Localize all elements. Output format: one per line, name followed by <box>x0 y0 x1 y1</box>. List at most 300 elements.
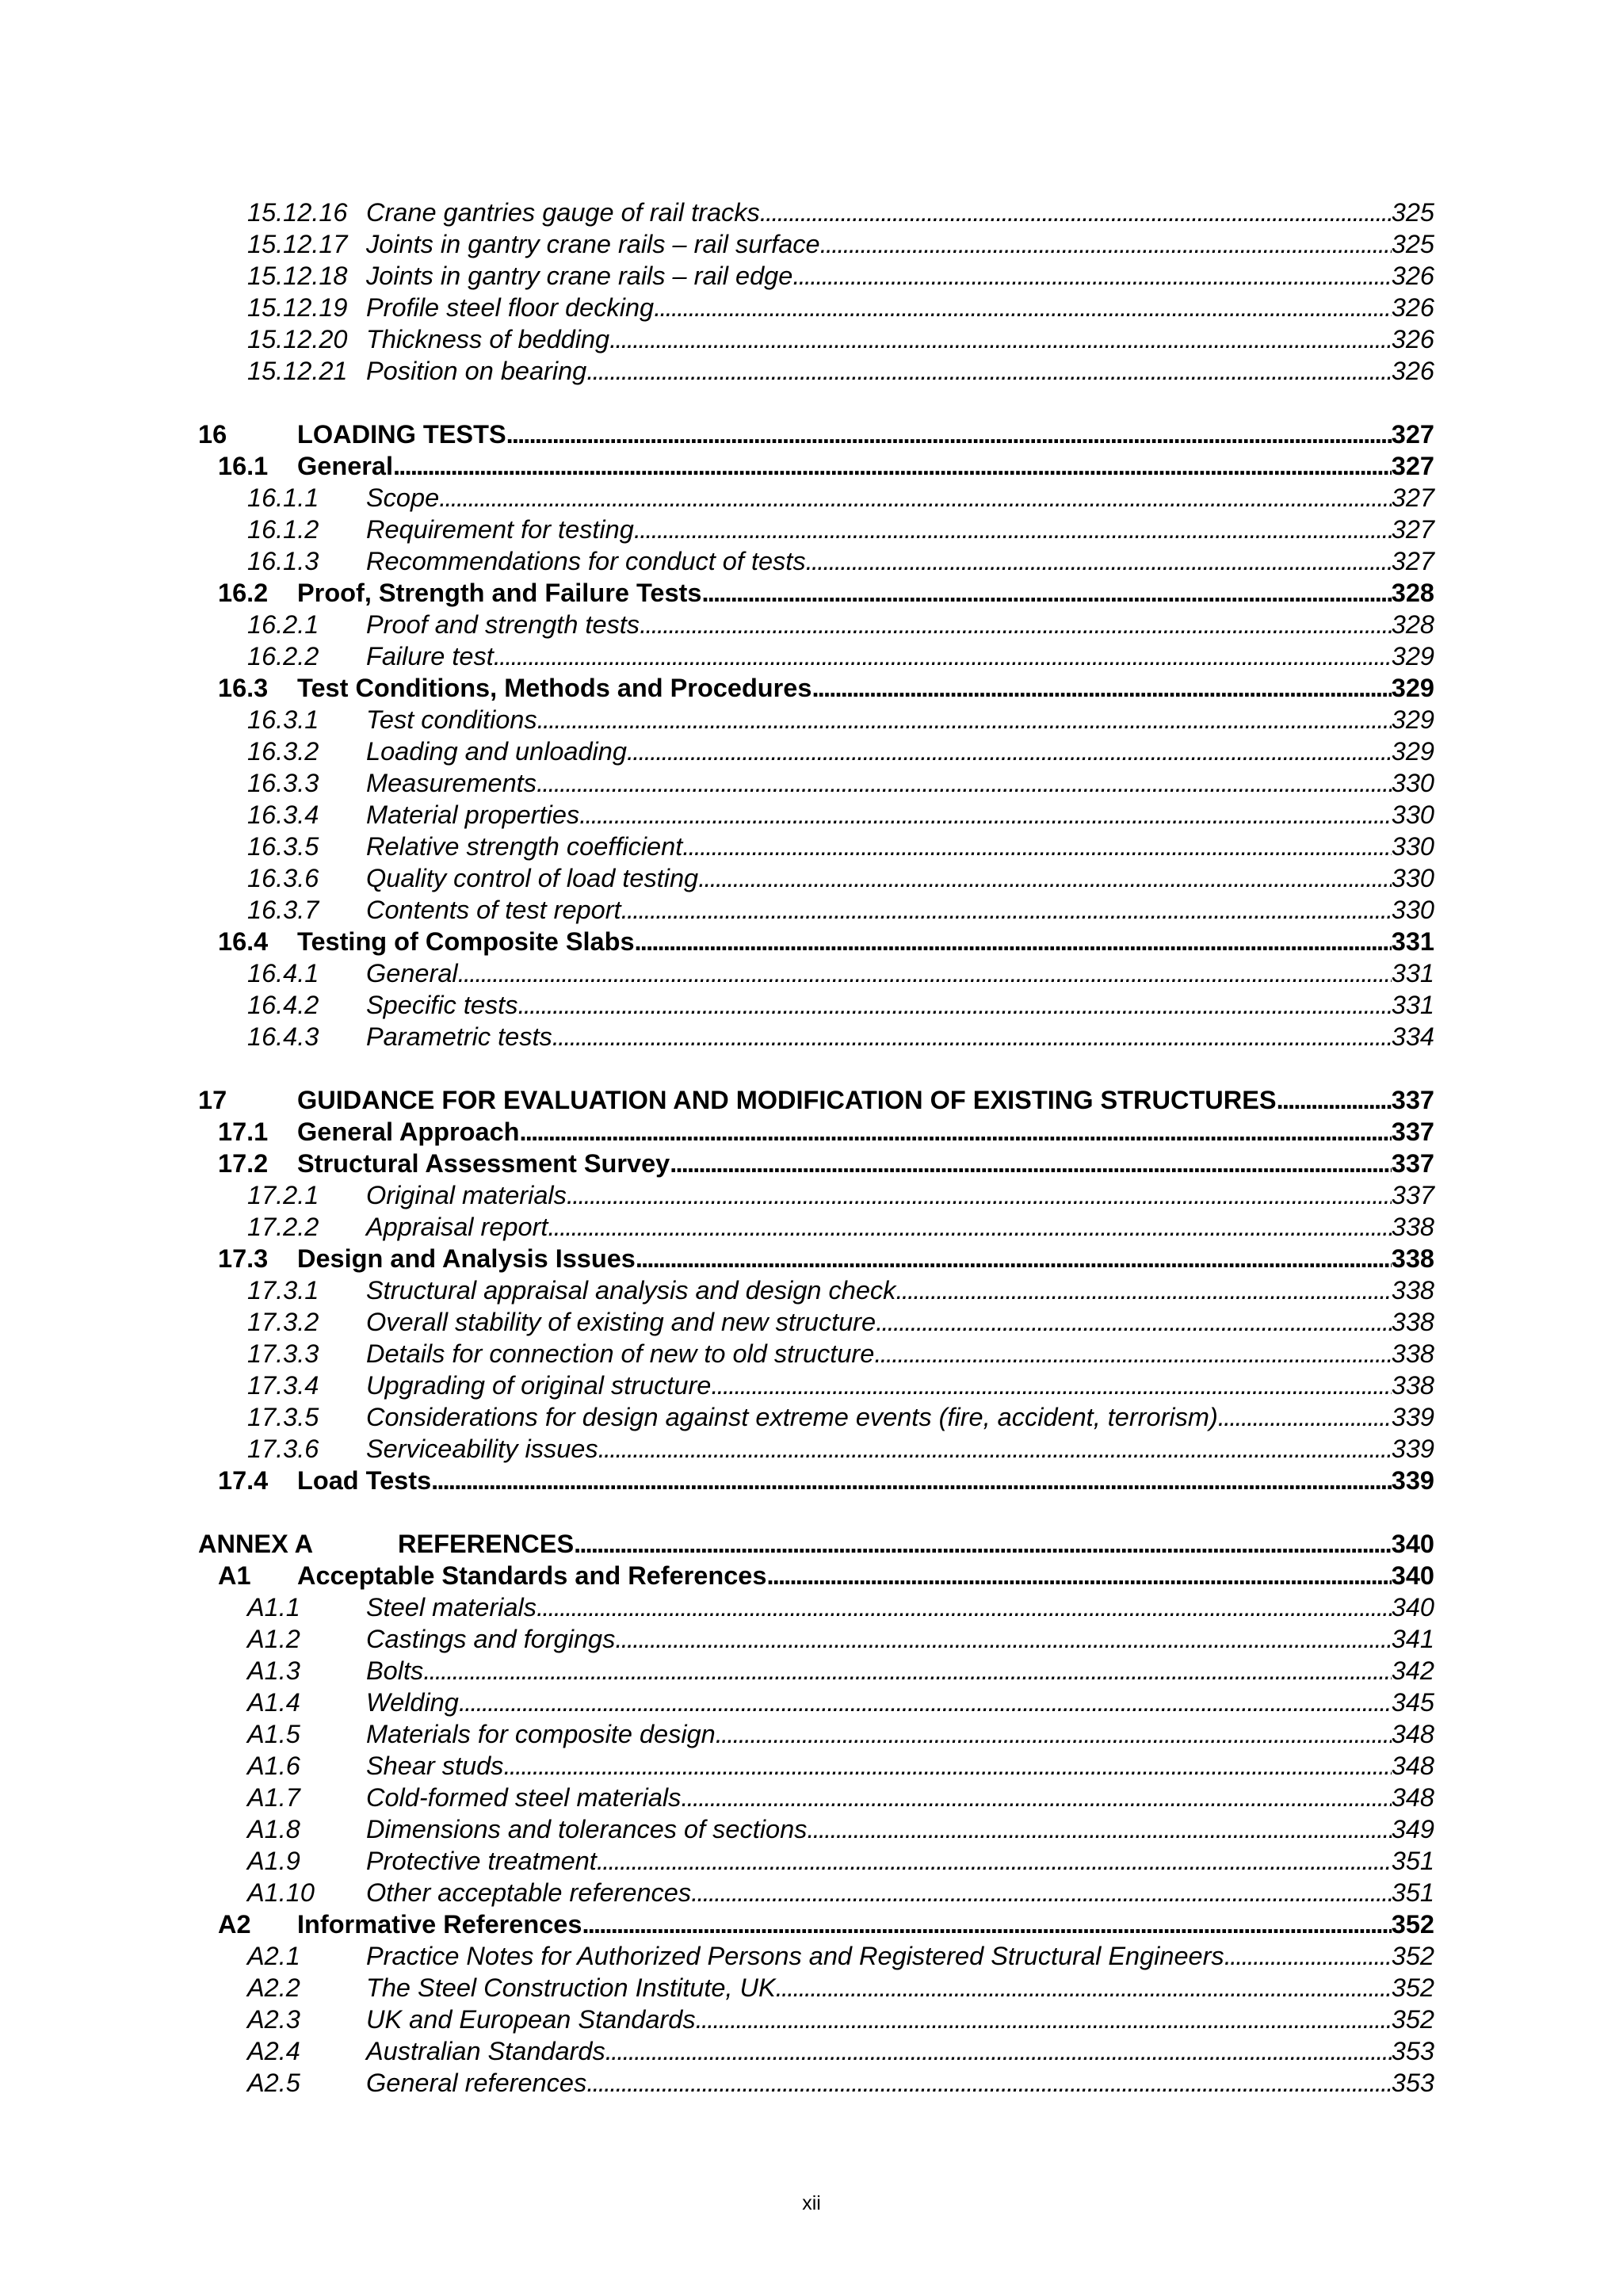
toc-entry-line <box>366 1655 1434 1687</box>
toc-subsection-entry[interactable] <box>0 2067 1623 2099</box>
toc-entry-page-number: 349 <box>1391 1815 1434 1843</box>
toc-entry-number: 17.4 <box>218 1466 269 1495</box>
toc-entry-title: Steel materials <box>366 1593 537 1622</box>
toc-chapter-entry[interactable] <box>0 1084 1623 1116</box>
toc-entry-page-number: 326 <box>1391 325 1434 353</box>
toc-subsection-entry[interactable] <box>0 514 1623 545</box>
toc-entry-page-number: 338 <box>1391 1308 1434 1336</box>
toc-entry-page-number: 353 <box>1391 2069 1434 2097</box>
toc-entry-line <box>366 831 1434 862</box>
toc-section-entry[interactable] <box>0 1465 1623 1496</box>
toc-entry-title: Recommendations for conduct of tests <box>366 547 806 575</box>
toc-entry-page-number: 325 <box>1391 230 1434 258</box>
toc-subsection-entry[interactable] <box>0 2004 1623 2035</box>
toc-entry-page-number: 338 <box>1391 1339 1434 1368</box>
toc-entry-number: 16.3.1 <box>247 705 319 734</box>
toc-entry-title: Quality control of load testing <box>366 864 699 892</box>
toc-entry-page-number: 329 <box>1391 642 1434 670</box>
toc-subsection-entry[interactable] <box>0 1750 1623 1782</box>
toc-entry-title: Bolts <box>366 1656 424 1685</box>
toc-entry-line <box>366 292 1434 323</box>
toc-entry-number: 16.1.3 <box>247 547 319 575</box>
dot-leader <box>760 197 1392 228</box>
toc-entry-line <box>366 1591 1434 1623</box>
toc-entry-page-number: 342 <box>1391 1656 1434 1685</box>
toc-entry-title: Measurements <box>366 769 537 797</box>
toc-entry-page-number: 340 <box>1391 1593 1434 1622</box>
toc-entry-number: 15.12.20 <box>247 325 348 353</box>
toc-entry-title: Welding <box>366 1688 459 1717</box>
toc-subsection-entry[interactable] <box>0 609 1623 640</box>
toc-entry-number: A1.6 <box>247 1752 300 1780</box>
toc-entry-page-number: 339 <box>1391 1435 1434 1463</box>
toc-entry-line <box>366 514 1434 545</box>
dot-leader <box>640 609 1392 640</box>
toc-subsection-entry[interactable] <box>0 228 1623 260</box>
toc-entry-title: General Approach <box>297 1117 520 1146</box>
toc-entry-title: Australian Standards <box>366 2037 605 2065</box>
toc-entry-title: Details for connection of new to old structure <box>366 1339 875 1368</box>
dot-leader <box>681 1782 1391 1813</box>
toc-entry-page-number: 327 <box>1391 547 1434 575</box>
toc-entry-line <box>366 989 1434 1021</box>
toc-subsection-entry[interactable] <box>0 2035 1623 2067</box>
toc-subsection-entry[interactable] <box>0 545 1623 577</box>
dot-leader <box>582 1908 1391 1940</box>
toc-entry-title: Crane gantries gauge of rail tracks <box>366 198 760 227</box>
toc-entry-page-number: 331 <box>1391 959 1434 988</box>
toc-entry-page-number: 325 <box>1391 198 1434 227</box>
toc-entry-title: Acceptable Standards and References <box>297 1561 767 1590</box>
toc-subsection-entry[interactable] <box>0 292 1623 323</box>
toc-subsection-entry[interactable] <box>0 1179 1623 1211</box>
toc-entry-title: Practice Notes for Authorized Persons and Registered Structural Engineers <box>366 1942 1224 1970</box>
toc-entry-page-number: 328 <box>1391 610 1434 639</box>
dot-leader <box>615 1623 1391 1655</box>
toc-entry-title: Relative strength coefficient <box>366 832 683 861</box>
toc-entry-number: A1 <box>218 1561 251 1590</box>
page-number: xii <box>802 2192 821 2214</box>
toc-entry-line <box>366 1940 1434 1972</box>
dot-leader <box>552 1021 1392 1052</box>
toc-entry-line <box>366 957 1434 989</box>
toc-entry-line <box>297 1084 1434 1116</box>
toc-entry-line <box>366 2004 1434 2035</box>
toc-subsection-entry[interactable] <box>0 831 1623 862</box>
dot-leader <box>609 323 1392 355</box>
dot-leader <box>1224 1940 1392 1972</box>
toc-entry-number: 16.3.7 <box>247 896 319 924</box>
dot-leader <box>711 1370 1391 1401</box>
dot-leader <box>627 735 1392 767</box>
toc-entry-title: Informative References <box>297 1910 582 1939</box>
toc-entry-title: Structural appraisal analysis and design check <box>366 1276 896 1305</box>
dot-leader <box>431 1465 1392 1496</box>
toc-entry-line <box>366 704 1434 735</box>
toc-entry-number: A1.4 <box>247 1688 300 1717</box>
toc-entry-line <box>366 1750 1434 1782</box>
toc-entry-number: 15.12.21 <box>247 357 348 385</box>
toc-subsection-entry[interactable] <box>0 1813 1623 1845</box>
dot-leader <box>458 957 1392 989</box>
toc-entry-page-number: 338 <box>1391 1244 1434 1273</box>
toc-subsection-entry[interactable] <box>0 957 1623 989</box>
toc-entry-title: Scope <box>366 483 440 512</box>
toc-section-entry[interactable] <box>0 1243 1623 1274</box>
toc-entry-line <box>297 450 1434 482</box>
toc-entry-number: A1.5 <box>247 1720 300 1748</box>
toc-entry-line <box>366 2035 1434 2067</box>
toc-subsection-entry[interactable] <box>0 482 1623 514</box>
toc-section-entry[interactable] <box>0 1116 1623 1148</box>
toc-entry-number: 17.3.6 <box>247 1435 319 1463</box>
toc-entry-number: A2.3 <box>247 2005 300 2034</box>
toc-subsection-entry[interactable] <box>0 894 1623 926</box>
toc-entry-line <box>366 355 1434 387</box>
toc-subsection-entry[interactable] <box>0 1370 1623 1401</box>
toc-entry-title: Loading and unloading <box>366 737 627 766</box>
toc-subsection-entry[interactable] <box>0 1877 1623 1908</box>
toc-entry-number: A1.7 <box>247 1783 300 1812</box>
toc-entry-line <box>366 323 1434 355</box>
toc-entry-number: 16.3 <box>218 674 269 702</box>
toc-spacer <box>0 1052 1623 1084</box>
toc-entry-title: UK and European Standards <box>366 2005 696 2034</box>
dot-leader <box>701 577 1391 609</box>
toc-entry-line <box>366 640 1434 672</box>
toc-entry-line <box>297 418 1434 450</box>
toc-entry-number: 16.3.2 <box>247 737 319 766</box>
toc-entry-page-number: 345 <box>1391 1688 1434 1717</box>
toc-entry-page-number: 327 <box>1391 420 1434 449</box>
toc-entry-title: Test Conditions, Methods and Procedures <box>297 674 812 702</box>
toc-entry-page-number: 348 <box>1391 1752 1434 1780</box>
toc-entry-title: Shear studs <box>366 1752 504 1780</box>
toc-entry-page-number: 337 <box>1391 1181 1434 1209</box>
toc-entry-line <box>366 1433 1434 1465</box>
toc-entry-number: 17.3.1 <box>247 1276 319 1305</box>
dot-leader <box>548 1211 1391 1243</box>
toc-subsection-entry[interactable] <box>0 1401 1623 1433</box>
toc-entry-line <box>297 1908 1434 1940</box>
toc-entry-line <box>366 1306 1434 1338</box>
dot-leader <box>820 228 1392 260</box>
toc-subsection-entry[interactable] <box>0 1306 1623 1338</box>
toc-section-entry[interactable] <box>0 1908 1623 1940</box>
toc-subsection-entry[interactable] <box>0 1655 1623 1687</box>
toc-entry-page-number: 327 <box>1391 452 1434 480</box>
toc-entry-line <box>366 1021 1434 1052</box>
toc-entry-page-number: 327 <box>1391 483 1434 512</box>
toc-entry-title: Thickness of bedding <box>366 325 610 353</box>
dot-leader <box>393 450 1392 482</box>
toc-entry-title: LOADING TESTS <box>297 420 506 449</box>
toc-entry-number: 16.4 <box>218 927 269 956</box>
toc-subsection-entry[interactable] <box>0 1782 1623 1813</box>
toc-entry-page-number: 334 <box>1391 1022 1434 1051</box>
toc-entry-line <box>297 1465 1434 1496</box>
toc-entry-title: Testing of Composite Slabs <box>297 927 635 956</box>
toc-subsection-entry[interactable] <box>0 767 1623 799</box>
toc-entry-title: Appraisal report <box>366 1213 548 1241</box>
dot-leader <box>766 1560 1391 1591</box>
toc-subsection-entry[interactable] <box>0 1591 1623 1623</box>
toc-subsection-entry[interactable] <box>0 1940 1623 1972</box>
dot-leader <box>586 355 1392 387</box>
toc-entry-number: A1.9 <box>247 1847 300 1875</box>
toc-entry-page-number: 338 <box>1391 1213 1434 1241</box>
toc-entry-number: 16.1.2 <box>247 515 319 544</box>
dot-leader <box>874 1338 1391 1370</box>
toc-entry-title: Serviceability issues <box>366 1435 598 1463</box>
toc-subsection-entry[interactable] <box>0 1274 1623 1306</box>
toc-entry-line <box>366 862 1434 894</box>
toc-entry-title: Specific tests <box>366 991 518 1019</box>
toc-entry-line <box>366 197 1434 228</box>
toc-entry-line <box>366 1274 1434 1306</box>
toc-entry-page-number: 339 <box>1391 1466 1434 1495</box>
toc-entry-number: A1.8 <box>247 1815 300 1843</box>
toc-entry-number: 17.3.4 <box>247 1371 319 1400</box>
toc-entry-page-number: 330 <box>1391 769 1434 797</box>
toc-entry-page-number: 339 <box>1391 1403 1434 1431</box>
toc-subsection-entry[interactable] <box>0 1021 1623 1052</box>
toc-entry-number: A1.1 <box>247 1593 300 1622</box>
toc-entry-number: 16.3.6 <box>247 864 319 892</box>
toc-subsection-entry[interactable] <box>0 989 1623 1021</box>
toc-subsection-entry[interactable] <box>0 355 1623 387</box>
dot-leader <box>876 1306 1392 1338</box>
toc-annex-entry[interactable] <box>0 1528 1623 1560</box>
toc-entry-title: Dimensions and tolerances of sections <box>366 1815 808 1843</box>
toc-entry-number: 16.1.1 <box>247 483 319 512</box>
toc-section-entry[interactable] <box>0 1148 1623 1179</box>
dot-leader <box>567 1179 1392 1211</box>
toc-entry-title: Requirement for testing <box>366 515 634 544</box>
dot-leader <box>691 1877 1392 1908</box>
dot-leader <box>696 2004 1392 2035</box>
toc-entry-line <box>366 894 1434 926</box>
toc-entry-page-number: 338 <box>1391 1371 1434 1400</box>
dot-leader <box>621 894 1392 926</box>
toc-entry-number: 17.3.5 <box>247 1403 319 1431</box>
toc-entry-number: 15.12.18 <box>247 262 348 290</box>
toc-subsection-entry[interactable] <box>0 197 1623 228</box>
dot-leader <box>597 1845 1392 1877</box>
toc-entry-page-number: 351 <box>1391 1847 1434 1875</box>
toc-entry-title: Material properties <box>366 800 580 829</box>
toc-subsection-entry[interactable] <box>0 735 1623 767</box>
toc-subsection-entry[interactable] <box>0 1211 1623 1243</box>
toc-entry-title: Test conditions <box>366 705 537 734</box>
toc-entry-page-number: 351 <box>1391 1878 1434 1907</box>
dot-leader <box>598 1433 1392 1465</box>
toc-entry-number: 16.2.1 <box>247 610 319 639</box>
dot-leader <box>459 1687 1392 1718</box>
dot-leader <box>812 672 1391 704</box>
dot-leader <box>506 418 1392 450</box>
toc-entry-title: Other acceptable references <box>366 1878 692 1907</box>
dot-leader <box>537 767 1392 799</box>
toc-section-entry[interactable] <box>0 1560 1623 1591</box>
toc-entry-title: Contents of test report <box>366 896 621 924</box>
toc-entry-number: 17.3 <box>218 1244 269 1273</box>
toc-entry-line <box>366 1179 1434 1211</box>
toc-entry-number: A2 <box>218 1910 251 1939</box>
toc-entry-number: 16.2.2 <box>247 642 319 670</box>
toc-entry-number: ANNEX A <box>198 1530 314 1558</box>
toc-entry-page-number: 330 <box>1391 896 1434 924</box>
toc-entry-title: Failure test <box>366 642 494 670</box>
toc-entry-number: 15.12.19 <box>247 293 348 322</box>
toc-entry-title: General <box>366 959 458 988</box>
toc-entry-page-number: 331 <box>1391 927 1434 956</box>
toc-entry-title: GUIDANCE FOR EVALUATION AND MODIFICATION OF EXISTING STRUCTURES <box>297 1086 1277 1114</box>
toc-subsection-entry[interactable] <box>0 260 1623 292</box>
toc-entry-line <box>366 1718 1434 1750</box>
toc-entry-title: Position on bearing <box>366 357 587 385</box>
toc-entry-title: Upgrading of original structure <box>366 1371 712 1400</box>
toc-entry-page-number: 326 <box>1391 293 1434 322</box>
toc-section-entry[interactable] <box>0 926 1623 957</box>
dot-leader <box>439 482 1392 514</box>
dot-leader <box>807 1813 1391 1845</box>
toc-entry-page-number: 330 <box>1391 832 1434 861</box>
toc-entry-page-number: 353 <box>1391 2037 1434 2065</box>
toc-entry-line <box>366 228 1434 260</box>
toc-entry-number: 16.1 <box>218 452 269 480</box>
toc-section-entry[interactable] <box>0 450 1623 482</box>
toc-entry-number: 16.4.2 <box>247 991 319 1019</box>
toc-entry-page-number: 330 <box>1391 800 1434 829</box>
dot-leader <box>517 989 1391 1021</box>
toc-entry-page-number: 327 <box>1391 515 1434 544</box>
toc-entry-number: 17.1 <box>218 1117 269 1146</box>
toc-entry-title: Considerations for design against extreme events (fire, accident, terrorism) <box>366 1403 1218 1431</box>
toc-entry-title: Profile steel floor decking <box>366 293 655 322</box>
toc-subsection-entry[interactable] <box>0 1972 1623 2004</box>
toc-entry-page-number: 348 <box>1391 1783 1434 1812</box>
toc-entry-number: 17.2.1 <box>247 1181 319 1209</box>
toc-entry-number: 17.3.3 <box>247 1339 319 1368</box>
toc-entry-line <box>366 735 1434 767</box>
toc-entry-page-number: 337 <box>1391 1086 1434 1114</box>
dot-leader <box>896 1274 1391 1306</box>
dot-leader <box>520 1116 1392 1148</box>
dot-leader <box>698 862 1392 894</box>
toc-entry-page-number: 337 <box>1391 1117 1434 1146</box>
dot-leader <box>537 704 1392 735</box>
toc-entry-line <box>297 1560 1434 1591</box>
toc-entry-page-number: 340 <box>1391 1561 1434 1590</box>
toc-subsection-entry[interactable] <box>0 1718 1623 1750</box>
toc-entry-number: 16.2 <box>218 579 269 607</box>
toc-subsection-entry[interactable] <box>0 1338 1623 1370</box>
toc-entry-line <box>366 799 1434 831</box>
dot-leader <box>654 292 1392 323</box>
toc-section-entry[interactable] <box>0 672 1623 704</box>
toc-entry-line <box>297 1116 1434 1148</box>
toc-entry-title: Original materials <box>366 1181 567 1209</box>
toc-entry-title: General <box>297 452 394 480</box>
toc-entry-page-number: 352 <box>1391 2005 1434 2034</box>
toc-spacer <box>0 1496 1623 1528</box>
toc-entry-page-number: 329 <box>1391 737 1434 766</box>
toc-entry-number: A1.3 <box>247 1656 300 1685</box>
toc-subsection-entry[interactable] <box>0 1433 1623 1465</box>
toc-entry-line <box>366 482 1434 514</box>
toc-entry-number: 16.4.1 <box>247 959 319 988</box>
toc-entry-page-number: 348 <box>1391 1720 1434 1748</box>
dot-leader <box>1277 1084 1392 1116</box>
toc-entry-page-number: 338 <box>1391 1276 1434 1305</box>
toc-entry-title: Design and Analysis Issues <box>297 1244 636 1273</box>
toc-entry-number: 16.4.3 <box>247 1022 319 1051</box>
toc-spacer <box>0 387 1623 418</box>
toc-entry-line <box>297 577 1434 609</box>
toc-entry-title: Cold-formed steel materials <box>366 1783 682 1812</box>
toc-entry-page-number: 331 <box>1391 991 1434 1019</box>
dot-leader <box>636 1243 1392 1274</box>
toc-entry-number: 17 <box>198 1086 227 1114</box>
toc-entry-number: 16.3.3 <box>247 769 319 797</box>
toc-entry-page-number: 352 <box>1391 1942 1434 1970</box>
toc-subsection-entry[interactable] <box>0 323 1623 355</box>
dot-leader <box>423 1655 1392 1687</box>
toc-entry-number: A1.10 <box>247 1878 315 1907</box>
toc-entry-number: A1.2 <box>247 1625 300 1653</box>
toc-entry-number: 16 <box>198 420 227 449</box>
toc-entry-line <box>366 260 1434 292</box>
toc-entry-title: Protective treatment <box>366 1847 597 1875</box>
toc-entry-line <box>366 1401 1434 1433</box>
toc-entry-title: Proof and strength tests <box>366 610 640 639</box>
toc-subsection-entry[interactable] <box>0 799 1623 831</box>
toc-subsection-entry[interactable] <box>0 862 1623 894</box>
dot-leader <box>1218 1401 1392 1433</box>
toc-entry-page-number: 337 <box>1391 1149 1434 1178</box>
toc-subsection-entry[interactable] <box>0 1845 1623 1877</box>
toc-entry-page-number: 352 <box>1391 1973 1434 2002</box>
dot-leader <box>574 1528 1392 1560</box>
dot-leader <box>537 1591 1392 1623</box>
toc-entry-number: A2.5 <box>247 2069 300 2097</box>
toc-section-entry[interactable] <box>0 577 1623 609</box>
toc-entry-number: A2.4 <box>247 2037 300 2065</box>
toc-subsection-entry[interactable] <box>0 704 1623 735</box>
toc-chapter-entry[interactable] <box>0 418 1623 450</box>
toc-entry-line <box>297 1243 1434 1274</box>
toc-subsection-entry[interactable] <box>0 1687 1623 1718</box>
toc-entry-title: Parametric tests <box>366 1022 552 1051</box>
toc-entry-number: A2.2 <box>247 1973 300 2002</box>
toc-entry-line <box>366 609 1434 640</box>
toc-entry-title: Joints in gantry crane rails – rail surface <box>366 230 820 258</box>
toc-entry-title: Structural Assessment Survey <box>297 1149 670 1178</box>
toc-entry-title: Proof, Strength and Failure Tests <box>297 579 702 607</box>
toc-entry-number: 15.12.16 <box>247 198 348 227</box>
toc-entry-line <box>366 1813 1434 1845</box>
toc-subsection-entry[interactable] <box>0 640 1623 672</box>
toc-entry-line <box>297 672 1434 704</box>
toc-entry-number: A2.1 <box>247 1942 300 1970</box>
toc-subsection-entry[interactable] <box>0 1623 1623 1655</box>
toc-entry-page-number: 341 <box>1391 1625 1434 1653</box>
toc-entry-number: 17.3.2 <box>247 1308 319 1336</box>
toc-entry-page-number: 340 <box>1391 1530 1434 1558</box>
toc-entry-title: Load Tests <box>297 1466 432 1495</box>
toc-entry-line <box>366 1211 1434 1243</box>
